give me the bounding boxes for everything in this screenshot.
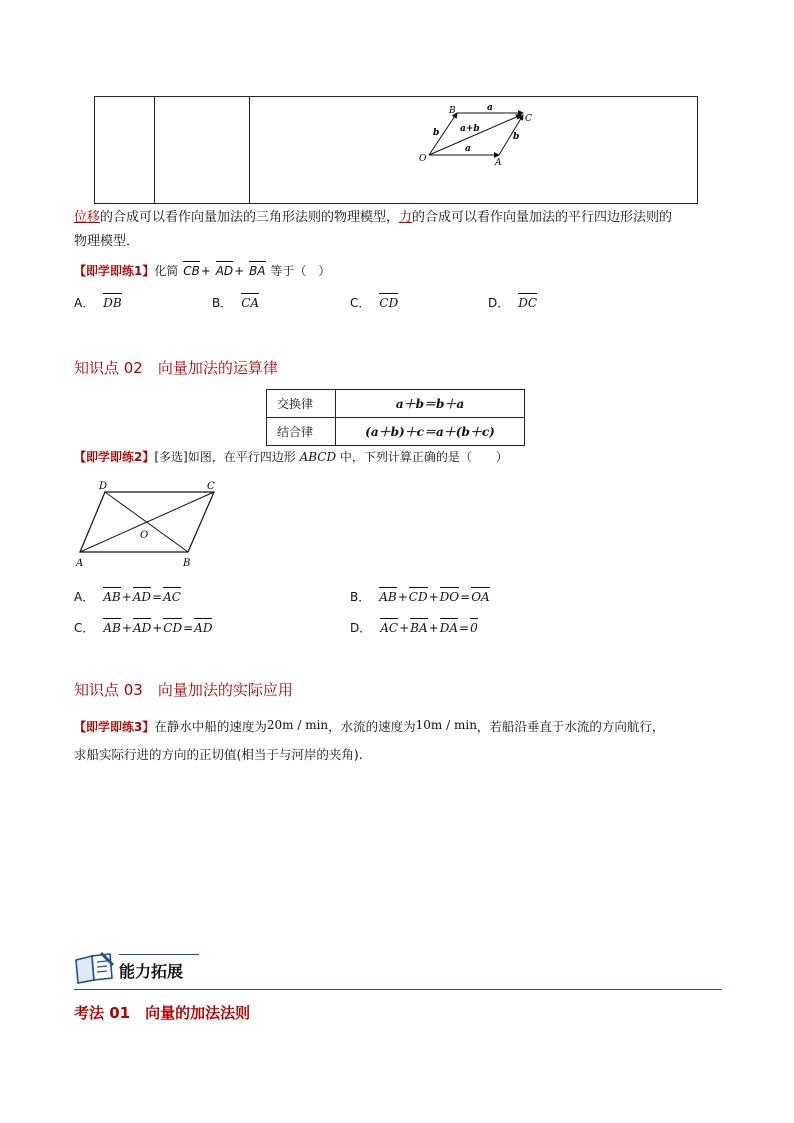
vector-ab: AB: [103, 621, 121, 635]
ex2-option-b[interactable]: [350, 588, 491, 605]
parallelogram-figure: [415, 101, 535, 167]
para-text-2: 的合成可以看作向量加法的平行四边形法则的: [412, 210, 673, 225]
fig1-label-o-point: O: [419, 154, 427, 164]
option-label: A．: [74, 590, 95, 604]
plus-sign: +: [200, 264, 211, 278]
ex2-option-c[interactable]: [74, 619, 213, 636]
book-icon: [72, 950, 116, 986]
equals-sign: =: [152, 590, 163, 604]
knowledge-point-03-title: 知识点 03 向量加法的实际应用: [74, 681, 293, 699]
vector-cd: CD: [163, 621, 183, 635]
ex1-q-suffix: 等于（ ）: [270, 264, 331, 278]
vector-oa: OA: [471, 590, 490, 604]
equals-sign: =: [459, 621, 470, 635]
exercise-2: [74, 448, 508, 465]
ex1-option-a[interactable]: [74, 294, 123, 311]
fig1-label-c-point: C: [525, 114, 532, 124]
ex2-text-pre: [多选]如图，在平行四边形: [154, 450, 296, 464]
vector-dc: DC: [518, 296, 538, 310]
table-row: [267, 418, 525, 446]
term-force: 力: [399, 210, 413, 225]
vector-ac: AC: [163, 590, 181, 604]
option-label: A．: [74, 296, 95, 310]
plus-sign: +: [152, 621, 163, 635]
section-title: 能力拓展: [119, 962, 184, 981]
fig2-label-o: O: [140, 530, 149, 541]
option-label: C．: [350, 296, 371, 310]
top-table: [94, 96, 698, 204]
vector-ad: AD: [215, 264, 234, 278]
vector-ab: AB: [379, 590, 397, 604]
ex2-option-a[interactable]: [74, 588, 182, 605]
exercise-tag: 【即学即练2】: [74, 450, 155, 464]
vector-ad: AD: [194, 621, 213, 635]
plus-sign: +: [428, 621, 439, 635]
ex3-text-2: ，水流的速度为: [328, 719, 416, 734]
knowledge-point-02-title: 知识点 02 向量加法的运算律: [74, 359, 278, 377]
fig1-label-b-point: B: [449, 106, 456, 116]
ex2-option-d[interactable]: [350, 619, 479, 636]
option-label: C．: [74, 621, 95, 635]
ex3-text-3: ，若船沿垂直于水流的方向航行，: [476, 719, 665, 734]
equals-sign: =: [183, 621, 194, 635]
fig1-label-b-right: b: [513, 132, 520, 142]
ex3-text-4: 求船实际行进的方向的正切值(相当于与河岸的夹角)．: [74, 747, 372, 762]
section-title-top-rule: [119, 954, 199, 955]
para-text-3: 物理模型．: [74, 234, 140, 249]
vector-ad: AD: [132, 590, 152, 604]
plus-sign: +: [428, 590, 439, 604]
ex1-option-c[interactable]: [350, 294, 399, 311]
plus-sign: +: [399, 621, 410, 635]
table-divider-2: [249, 97, 250, 203]
water-speed: 10m / min: [415, 718, 477, 732]
para-text-1: 的合成可以看作向量加法的三角形法则的物理模型，: [100, 210, 400, 225]
parallelogram-name: ABCD: [299, 450, 337, 464]
fig2-label-d: D: [99, 481, 108, 492]
law-name: 交换律: [267, 390, 336, 418]
plus-sign: +: [397, 590, 408, 604]
fig2-label-a: A: [76, 558, 84, 569]
term-displacement: 位移: [74, 210, 101, 225]
exercise-tag: 【即学即练3】: [74, 720, 155, 734]
exercise-tag: 【即学即练1】: [74, 264, 155, 278]
option-label: B．: [212, 296, 233, 310]
vector-do: DO: [439, 590, 460, 604]
ex1-option-d[interactable]: [488, 294, 538, 311]
fig2-label-b: B: [183, 558, 191, 569]
method-01-title: 考法 01 向量的加法法则: [74, 1004, 251, 1022]
law-rule: (a＋b)＋c＝a＋(b＋c): [336, 418, 525, 446]
vector-cb: CB: [183, 264, 200, 278]
section-rule: [74, 989, 722, 990]
fig1-label-a-bottom: a: [465, 144, 471, 154]
option-label: B．: [350, 590, 371, 604]
fig1-label-b-left: b: [433, 128, 440, 138]
ex1-option-b[interactable]: [212, 294, 260, 311]
law-name: 结合律: [267, 418, 336, 446]
vector-cd: CD: [379, 296, 399, 310]
vector-ad: AD: [132, 621, 152, 635]
exercise-1: [74, 262, 330, 279]
fig1-label-a-point: A: [495, 158, 502, 167]
fig1-label-a-top: a: [487, 103, 493, 113]
law-rule: a＋b＝b＋a: [336, 390, 525, 418]
ex2-text-post: 中，下列计算正确的是（ ）: [339, 450, 508, 464]
ex1-q-prefix: 化简: [154, 264, 179, 278]
vector-cd: CD: [408, 590, 428, 604]
paragraph-physics: [74, 206, 734, 254]
parallelogram-abcd-figure: [74, 478, 224, 574]
table-divider-1: [154, 97, 155, 203]
plus-sign: +: [234, 264, 245, 278]
vector-ba: BA: [410, 621, 428, 635]
fig2-label-c: C: [207, 481, 215, 492]
equals-sign: =: [460, 590, 471, 604]
addition-laws-table: [266, 389, 525, 446]
plus-sign: +: [121, 590, 132, 604]
vector-ab: AB: [103, 590, 121, 604]
vector-ac: AC: [380, 621, 399, 635]
fig1-label-a-plus-b: a+b: [460, 124, 480, 134]
table-row: [267, 390, 525, 418]
vector-db: DB: [103, 296, 122, 310]
vector-ba: BA: [249, 264, 266, 278]
vector-ca: CA: [241, 296, 260, 310]
option-label: D．: [488, 296, 510, 310]
plus-sign: +: [121, 621, 132, 635]
vector-da: DA: [439, 621, 459, 635]
option-label: D．: [350, 621, 372, 635]
ex3-text-1: 在静水中船的速度为: [154, 719, 267, 734]
boat-speed: 20m / min: [266, 718, 329, 732]
zero-vector: 0: [470, 621, 478, 635]
exercise-3: [74, 712, 734, 768]
